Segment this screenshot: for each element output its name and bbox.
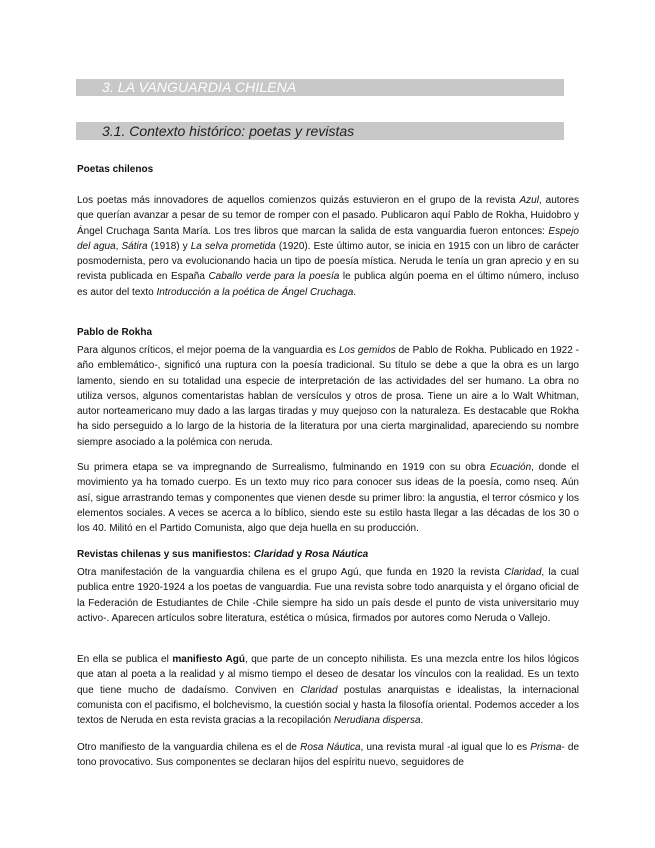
heading-pablo-de-rokha: Pablo de Rokha xyxy=(77,327,153,338)
paragraph-rokha-1: Para algunos críticos, el mejor poema de la vanguardia es Los gemidos de Pablo de Rokha. Publicado en 1922 -año emblemático-, significó una ruptura con la poesía tradicional. Su título se debe a que la obra es un largo lamento, siendo en su totalidad una especie de interpretación de las actividades del ser humano. La obra no utiliza versos, algunos comentaristas hablan de versículos y otros de prosa. Tiene un aire a lo Walt Whitman, autor norteamericano muy dado a las largas tiradas y muy quejoso con la naturaleza. Es destacable que Rokha ha sido perseguido a lo largo de la historia de la literatura por una cierta marginalidad, apareciendo su nombre siempre asociado a la polémica con neruda. xyxy=(77,345,579,448)
subsection-heading: 3.1. Contexto histórico: poetas y revistas xyxy=(76,122,564,140)
heading-revistas-chilenas: Revistas chilenas y sus manifiestos: Claridad y Rosa Náutica xyxy=(77,549,369,560)
paragraph-poetas-1: Los poetas más innovadores de aquellos comienzos quizás estuvieron en el grupo de la revista Azul, autores que querían avanzar a pesar de su temor de romper con el pasado. Publicaron aquí Pablo de Rokha, Huidobro y Ángel Cruchaga Santa María. Los tres libros que marcan la salida de esta vanguardia fueron entonces: Espejo del agua, Sátira (1918) y La selva prometida (1920). Este último autor, se inicia en 1915 con un libro de carácter posmodernista, pero va evolucionando hacia un tipo de poesía mística. Neruda le tenía un gran aprecio y en su revista publicada en España Caballo verde para la poesía le publica algún poema en el último número, incluso es autor del texto Introducción a la poética de Ángel Cruchaga. xyxy=(77,195,579,298)
paragraph-revistas-3: Otro manifiesto de la vanguardia chilena es el de Rosa Náutica, una revista mural -al igual que lo es Prisma- de tono provocativo. Sus componentes se declaran hijos del espíritu nuevo, seguidores de xyxy=(77,742,580,769)
paragraph-rokha-2: Su primera etapa se va impregnando de Surrealismo, fulminando en 1919 con su obra Ecuación, donde el movimiento ya ha tomado cuerpo. Es un texto muy rico para conocer sus ideas de la poesía, como nseq. Aún así, sigue arrastrando temas y componentes que vienen desde su primer libro: la angustia, el terror cósmico y los elementos sociales. A veces se acerca a lo bíblico, siendo este su estilo hasta llegar a las décadas de los 30 o los 40. Militó en el Partido Comunista, algo que deja huella en su producción. xyxy=(77,462,579,534)
heading-poetas-chilenos: Poetas chilenos xyxy=(77,164,154,175)
paragraph-revistas-1: Otra manifestación de la vanguardia chilena es el grupo Agú, que funda en 1920 la revista Claridad, la cual publica entre 1920-1924 a los poetas de vanguardia. Fue una revista sobre todo anarquista y el órgano oficial de la Federación de Estudiantes de Chile -Chile siempre ha sido un país desde el punto de vista universitario muy activo-. Aparecen artículos sobre literatura, estética o música, firmados por autores como Neruda o Vallejo. xyxy=(77,567,580,624)
paragraph-revistas-2: En ella se publica el manifiesto Agú, que parte de un concepto nihilista. Es una mezcla entre los hilos lógicos que atan al poeta a la realidad y al mismo tiempo el deseo de desatar los vínculos con la realidad. Es un texto que tiene mucho de dadaísmo. Conviven en Claridad postulas anarquistas e idealistas, la internacional comunista con el pacifismo, el bolchevismo, la cuestión social y hasta la filosofía oriental. Podemos acceder a los textos de Neruda en esta revista gracias a la recopilación Nerudiana dispersa. xyxy=(77,654,580,726)
section-heading: 3. LA VANGUARDIA CHILENA xyxy=(76,79,564,96)
